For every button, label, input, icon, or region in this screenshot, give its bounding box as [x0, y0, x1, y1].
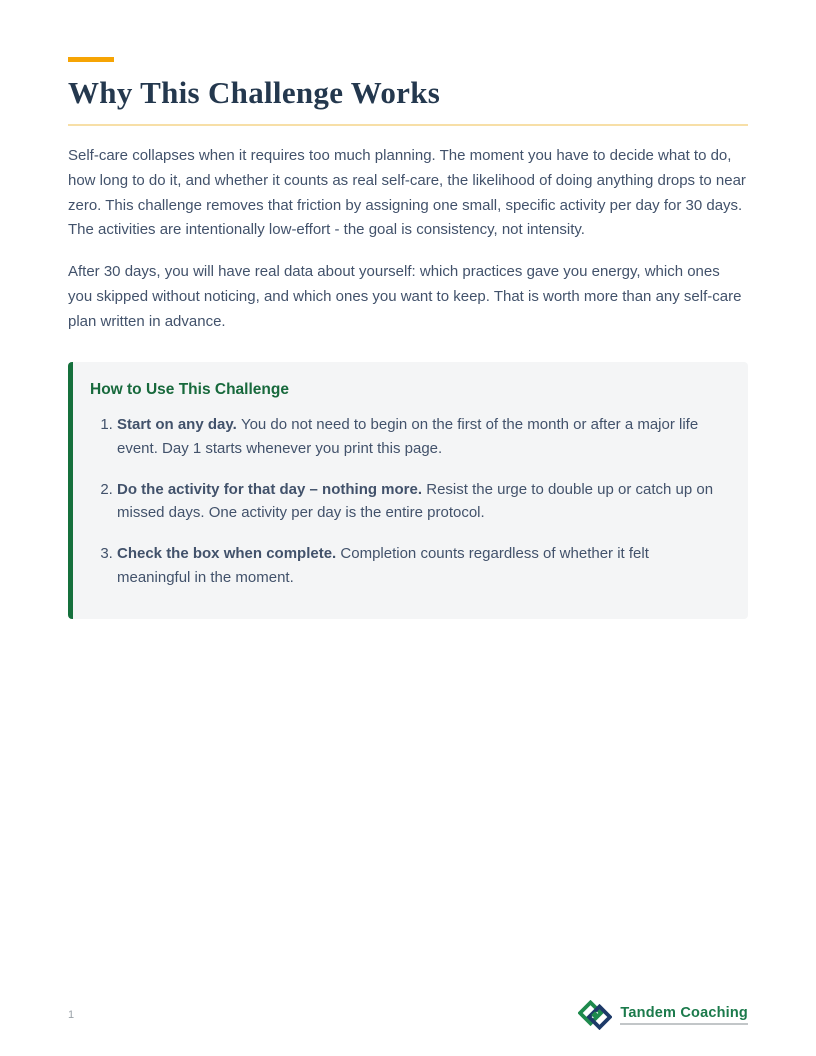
list-item-body: Resist the urge to double up or catch up on missed days. One activity per day is the entire protocol.	[117, 480, 714, 521]
page-footer	[68, 1000, 748, 1030]
callout-heading: How to Use This Challenge	[90, 381, 289, 399]
list-item-lead: Check the box when complete.	[117, 545, 337, 563]
list-item	[117, 542, 724, 589]
how-to-use-callout	[68, 362, 748, 619]
list-item	[117, 478, 724, 525]
tandem-diamond-logo-icon	[578, 1000, 612, 1030]
list-item	[117, 413, 724, 460]
brand-name: Tandem Coaching	[620, 1005, 748, 1025]
list-item-lead: Do the activity for that day – nothing more.	[117, 480, 423, 498]
accent-bar	[68, 57, 114, 62]
page-title: Why This Challenge Works	[68, 75, 748, 126]
intro-paragraph-1: Self-care collapses when it requires too much planning. The moment you have to decide what to do, how long to do it, and whether it counts as real self-care, the likelihood of doing anything drops to near zero. This challenge removes that friction by assigning one small, specific activity per day for 30 days. The activities are intentionally low-effort - the goal is consistency, not intensity.	[68, 147, 746, 239]
list-item-body: You do not need to begin on the first of the month or after a major life event. Day 1 starts whenever you print this page.	[117, 416, 699, 457]
list-item-lead: Start on any day.	[117, 416, 237, 434]
brand-lockup	[578, 1000, 748, 1030]
list-item-body: Completion counts regardless of whether it felt meaningful in the moment.	[117, 545, 649, 586]
instruction-list	[90, 413, 724, 589]
page-number: 1	[68, 1009, 75, 1021]
intro-paragraph-2: After 30 days, you will have real data about yourself: which practices gave you energy, which ones you skipped without noticing, and which ones you want to keep. That is worth more than any self-care plan written in advance.	[68, 263, 742, 330]
